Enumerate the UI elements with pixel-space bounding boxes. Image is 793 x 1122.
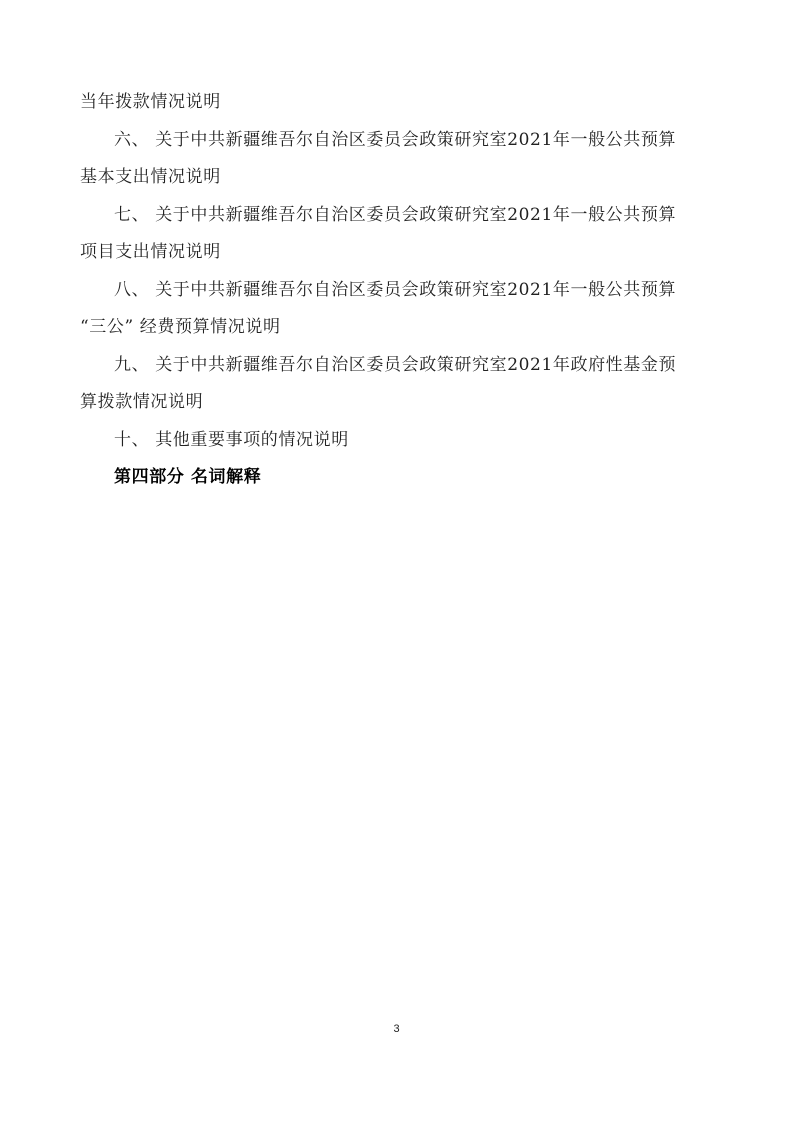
toc-item-8: 八、 关于中共新疆维吾尔自治区委员会政策研究室2021年一般公共预算: [114, 279, 677, 300]
toc-item-6-continuation: 基本支出情况说明: [80, 167, 221, 187]
toc-content: [80, 84, 716, 497]
toc-line-continuation-5: 当年拨款情况说明: [80, 92, 221, 112]
section-heading: 第四部分 名词解释: [114, 467, 262, 487]
toc-item-9: 九、 关于中共新疆维吾尔自治区委员会政策研究室2021年政府性基金预: [114, 354, 677, 375]
toc-item-7: 七、 关于中共新疆维吾尔自治区委员会政策研究室2021年一般公共预算: [114, 204, 677, 225]
toc-item-6: 六、 关于中共新疆维吾尔自治区委员会政策研究室2021年一般公共预算: [114, 129, 677, 150]
toc-item-8-continuation: “三公” 经费预算情况说明: [80, 317, 281, 337]
toc-item-10: 十、 其他重要事项的情况说明: [114, 429, 349, 450]
toc-item-9-continuation: 算拨款情况说明: [80, 392, 204, 412]
toc-item-7-continuation: 项目支出情况说明: [80, 242, 221, 262]
page-number: 3: [393, 1023, 400, 1035]
